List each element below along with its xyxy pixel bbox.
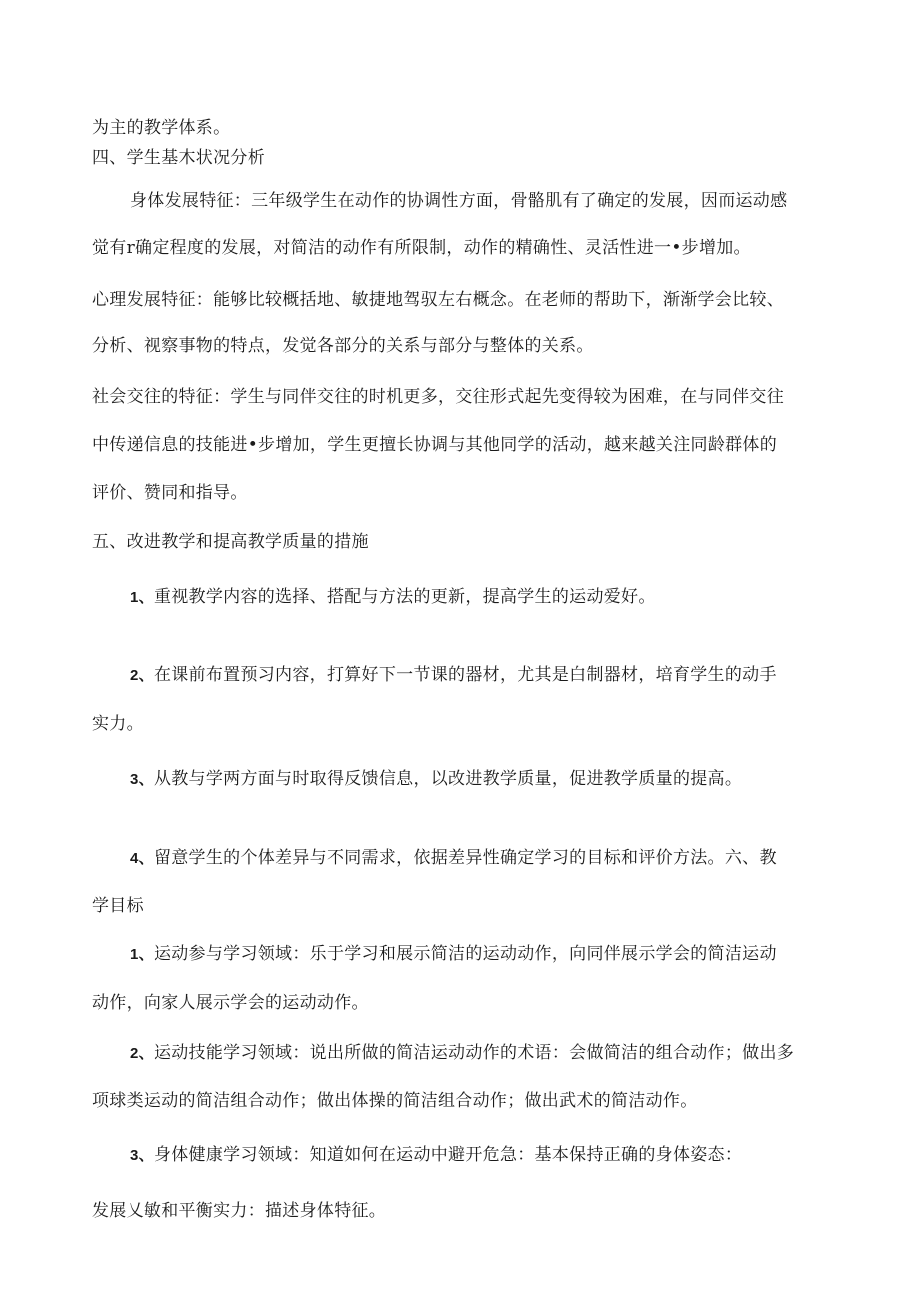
text-line: 评价、赞同和指导。 — [92, 483, 248, 503]
text-line: 觉有r确定程度的发展，对简洁的动作有所限制，动作的精确性、灵活性进一•步增加。 — [92, 238, 751, 258]
list-number: 4、 — [130, 850, 154, 867]
text-line: 学目标 — [92, 896, 144, 916]
text-line: 为主的教学体系。 — [92, 118, 231, 138]
list-item: 2、运动技能学习领域：说出所做的简洁运动动作的术语：会做简洁的组合动作；做出多 — [130, 1043, 795, 1063]
list-item: 2、在课前布置预习内容，打算好下一节课的器材，尤其是白制器材，培育学生的动手 — [130, 665, 777, 685]
text-line: 心理发展特征：能够比较概括地、敏捷地驾驭左右概念。在老师的帮助下，渐渐学会比较、 — [92, 290, 784, 310]
text-line: 中传递信息的技能进•步增加，学生更擅长协调与其他同学的活动，越来越关注同龄群体的 — [92, 435, 778, 455]
text-line: 身体发展特征：三年级学生在动作的协调性方面，骨骼肌有了确定的发展，因而运动感 — [130, 191, 788, 211]
list-item: 1、重视教学内容的选择、搭配与方法的更新，提高学生的运动爱好。 — [130, 587, 656, 607]
section-heading-5: 五、改进教学和提高教学质量的措施 — [92, 532, 369, 552]
list-number: 1、 — [130, 946, 154, 963]
text-line: 项球类运动的简洁组合动作；做出体操的简洁组合动作；做出武术的简洁动作。 — [92, 1091, 698, 1111]
list-number: 2、 — [130, 1045, 154, 1062]
text-line: 动作，向家人展示学会的运动动作。 — [92, 993, 369, 1013]
text-line: 实力。 — [92, 714, 144, 734]
text-line: 社会交往的特征：学生与同伴交往的时机更多，交往形式起先变得较为困难，在与同伴交往 — [92, 387, 784, 407]
section-heading-4: 四、学生基木状况分析 — [92, 148, 265, 168]
list-item: 3、从教与学两方面与时取得反馈信息，以改进教学质量，促进教学质量的提高。 — [130, 769, 743, 789]
list-number: 1、 — [130, 589, 154, 606]
list-item: 1、运动参与学习领域：乐于学习和展示简洁的运动动作，向同伴展示学会的简洁运动 — [130, 944, 777, 964]
list-item: 4、留意学生的个体差异与不同需求，依据差异性确定学习的目标和评价方法。六、教 — [130, 848, 777, 868]
list-item: 3、身体健康学习领域：知道如何在运动中避开危急：基本保持正确的身体姿态： — [130, 1145, 743, 1165]
text-line: 分析、视察事物的特点，发觉各部分的关系与部分与整体的关系。 — [92, 336, 594, 356]
list-number: 3、 — [130, 771, 154, 788]
list-number: 3、 — [130, 1147, 154, 1164]
list-number: 2、 — [130, 667, 154, 684]
text-line: 发展乂敏和平衡实力：描述身体特征。 — [92, 1201, 387, 1221]
